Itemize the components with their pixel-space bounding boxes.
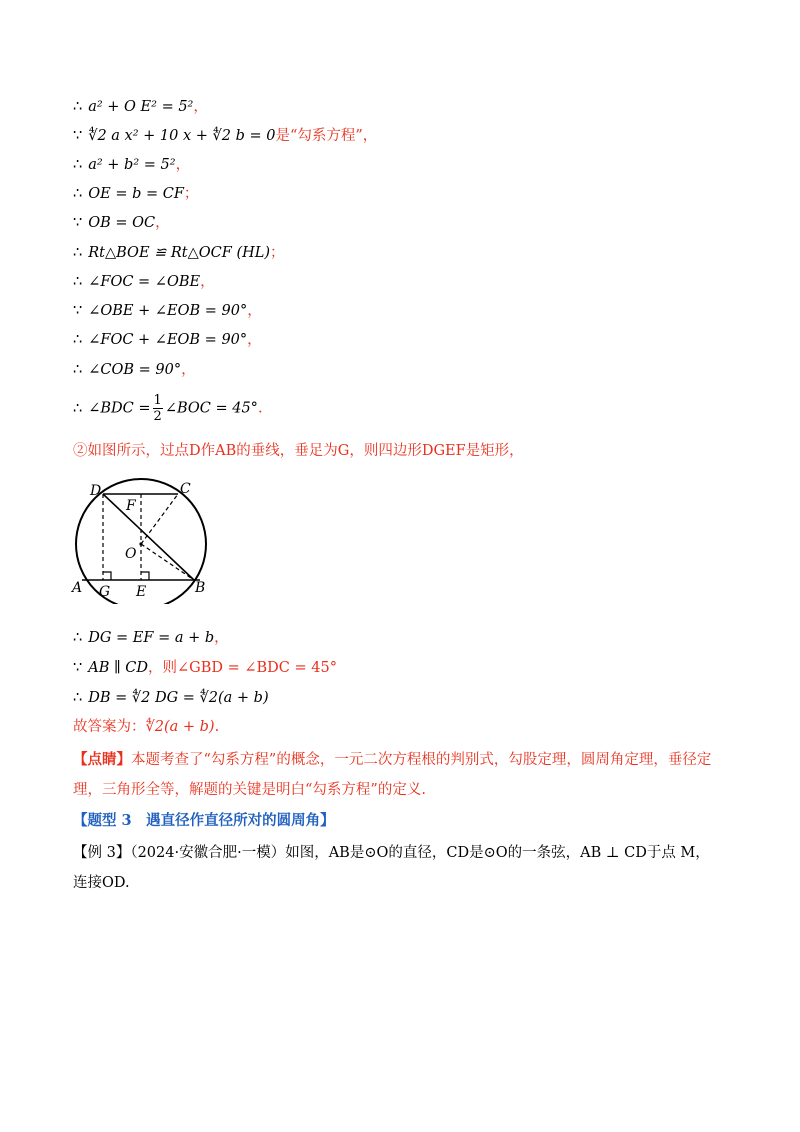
- comment-paragraph: [73, 745, 723, 805]
- label-o: O: [125, 546, 137, 562]
- comment-tag: 【点睛】: [73, 751, 131, 768]
- label-a: A: [72, 580, 83, 596]
- label-c: C: [180, 481, 191, 497]
- step-2-text: ②如图所示，过点D作AB的垂线，垂足为G，则四边形DGEF是矩形，: [73, 443, 524, 459]
- after-line-1: ∴ DG = EF = a + b，: [73, 630, 229, 646]
- proof-line-5: ∵ OB = OC，: [73, 215, 170, 231]
- proof-line-7: ∴ ∠FOC = ∠OBE，: [73, 274, 215, 290]
- label-b: B: [195, 580, 206, 596]
- right-angle-g: [103, 572, 111, 580]
- after-line-3: ∴ DB = ∜2 DG = ∜2(a + b): [73, 690, 269, 706]
- proof-line-9: ∴ ∠FOC + ∠EOB = 90°，: [73, 332, 262, 348]
- label-g: G: [99, 584, 111, 600]
- fraction-one-half: $\frac{1}{2}$: [153, 393, 162, 424]
- label-d: D: [90, 483, 102, 499]
- example-paragraph: 【例 3】（2024·安徽合肥·一模）如图，AB是⊙O的直径，CD是⊙O的一条弦，AB ⊥ CD于点 M，连接OD.: [73, 845, 710, 891]
- proof-line-1: ∴ a² + O E² = 5²，: [73, 99, 208, 115]
- proof-line-2: ∵ ∜2 a x² + 10 x + ∜2 b = 0是“勾系方程”，: [73, 128, 378, 144]
- right-angle-e: [141, 572, 149, 580]
- comment-text: 本题考查了“勾系方程”的概念，一元二次方程根的判别式，勾股定理，圆周角定理，垂径定理，三角形全等，解题的关键是明白“勾系方程”的定义.: [73, 752, 712, 798]
- proof-line-3: ∴ a² + b² = 5²，: [73, 157, 191, 173]
- proof-line-8: ∵ ∠OBE + ∠EOB = 90°，: [73, 303, 262, 319]
- answer-line: 故答案为：∜2(a + b).: [73, 719, 220, 735]
- proof-line-11: ∴ ∠BDC = $\frac{1}{2}$ ∠BOC = 45°.: [73, 393, 263, 424]
- geometry-figure: [70, 478, 220, 604]
- center-point-o: [139, 542, 142, 545]
- proof-line-4: ∴ OE = b = CF；: [73, 186, 199, 202]
- label-e: E: [136, 584, 147, 600]
- segment-db: [103, 494, 194, 580]
- proof-line-6: ∴ Rt△BOE ≌ Rt△OCF (HL)；: [73, 245, 285, 261]
- label-f: F: [126, 498, 136, 514]
- proof-line-10: ∴ ∠COB = 90°，: [73, 362, 196, 378]
- after-line-2: ∵ AB ∥ CD，则∠GBD = ∠BDC = 45°: [73, 660, 337, 676]
- segment-oc: [141, 494, 178, 544]
- section-title: 【题型 3 遇直径作直径所对的圆周角】: [73, 812, 335, 829]
